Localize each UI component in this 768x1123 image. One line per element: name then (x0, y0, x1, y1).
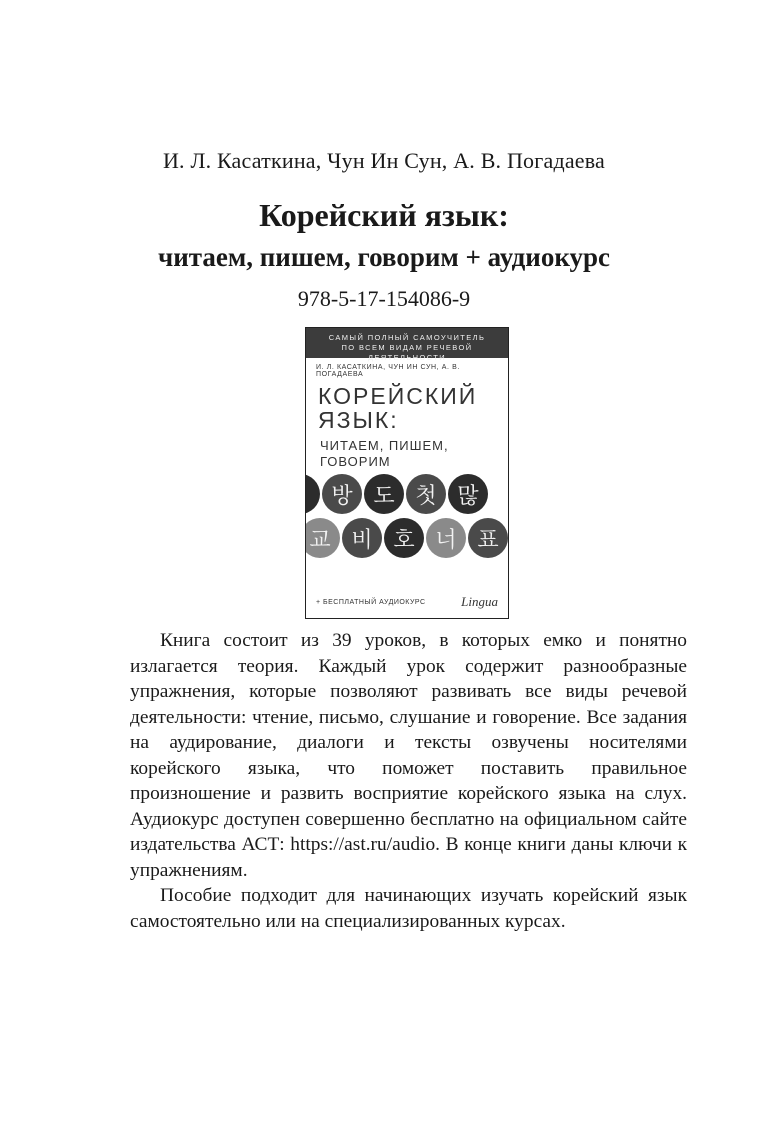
cover-band-line-1: САМЫЙ ПОЛНЫЙ САМОУЧИТЕЛЬ (328, 333, 486, 342)
cover-top-band (306, 328, 508, 362)
hangul-circle: 너 (426, 518, 466, 558)
cover-authors: И. Л. КАСАТКИНА, ЧУН ИН СУН, А. В. ПОГАДАЕВА (316, 364, 460, 378)
hangul-circle: 많 (448, 474, 488, 514)
cover-title-line-2: ЯЗЫК: (318, 407, 399, 433)
publisher-logo: Lingua (461, 594, 498, 609)
cover-band-line-2: ПО ВСЕМ ВИДАМ РЕЧЕВОЙ ДЕЯТЕЛЬНОСТИ (341, 343, 473, 362)
hangul-circle: 표 (468, 518, 508, 558)
cover-title (318, 384, 508, 432)
description-paragraph-2: Пособие подходит для начинающих изучать корейский язык самостоятельно или на специализированных курсах. (130, 885, 687, 932)
cover-subtitle (320, 438, 508, 470)
hangul-circle: 교 (305, 518, 340, 558)
cover-hangul-row-1 (305, 474, 509, 516)
hangul-circle: 비 (342, 518, 382, 558)
hangul-circle: 첫 (406, 474, 446, 514)
authors-line: И. Л. Касаткина, Чун Ин Сун, А. В. Погадаева (162, 148, 606, 173)
hangul-circle: 방 (322, 474, 362, 514)
hangul-circle (305, 474, 320, 514)
isbn: 978-5-17-154086-9 (297, 286, 471, 311)
cover-hangul-row-2 (305, 518, 509, 560)
hangul-circle: 호 (384, 518, 424, 558)
cover-subtitle-line-1: ЧИТАЕМ, ПИШЕМ, (320, 438, 449, 453)
book-subtitle: читаем, пишем, говорим + аудиокурс (157, 242, 610, 272)
hangul-circle: 도 (364, 474, 404, 514)
description (130, 628, 687, 934)
cover-title-line-1: КОРЕЙСКИЙ (318, 383, 478, 409)
book-cover (305, 327, 509, 619)
cover-free-audio: + БЕСПЛАТНЫЙ АУДИОКУРС (316, 599, 426, 606)
description-paragraph-1: Книга состоит из 39 уроков, в которых емко и понятно излагается теория. Каждый урок содержит разнообразные упражнения, которые позволяют развивать все виды речевой деятельности: чтение, письмо, слушание и говорение. Все задания на аудирование, диалоги и тексты озвучены носителями корейского языка, что поможет поставить правильное произношение и развить восприятие корейского языка на слух. Аудиокурс доступен совершенно бесплатно на официальном сайте издательства АСТ: https://ast.ru/audio. В конце книги даны ключи к упражнениям. (130, 630, 687, 881)
cover-subtitle-line-2: ГОВОРИМ (320, 454, 391, 469)
book-title: Корейский язык: (259, 197, 509, 233)
